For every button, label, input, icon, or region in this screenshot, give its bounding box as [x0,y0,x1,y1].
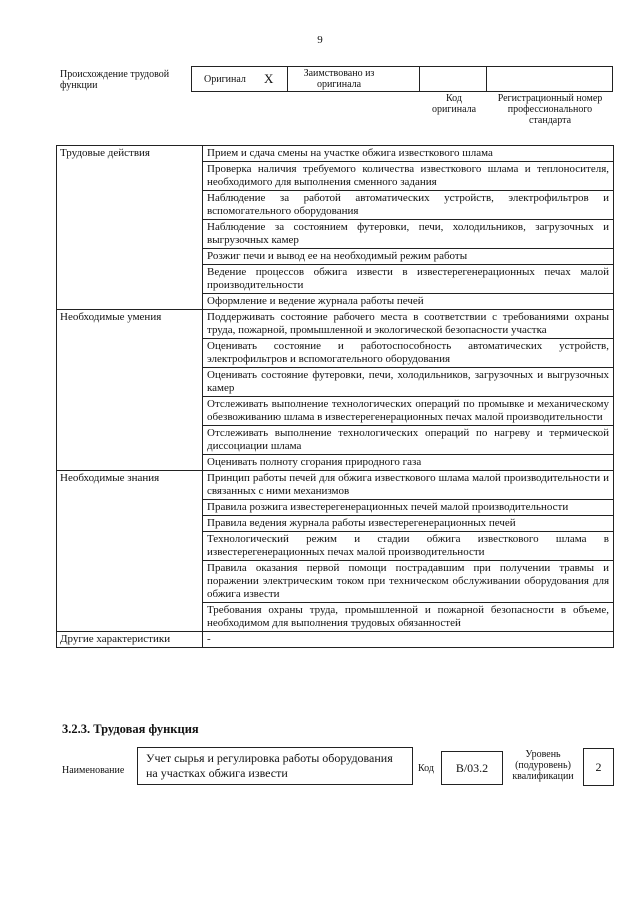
name-value: Учет сырья и регулировка работы оборудования на участках обжига извести [146,751,393,780]
name-label: Наименование [62,765,125,776]
level-value: 2 [595,760,602,774]
borrowed-label: Заимствовано из оригинала [303,68,375,90]
level-value-cell [583,748,614,786]
origin-label: Происхождение трудовой функции [60,69,170,91]
row-item: Проверка наличия требуемого количества известкового шлама и теплоносителя, необходимого для выполнения сменного задания [203,162,614,191]
page-number: 9 [317,34,323,46]
table-row [57,471,614,500]
original-mark: X [264,71,274,86]
table-row [57,146,614,162]
row-item: Розжиг печи и вывод ее на необходимый режим работы [203,249,614,265]
row-label: Необходимые умения [57,310,203,471]
row-item: Наблюдение за состоянием футеровки, печи, холодильников, загрузочных и выгрузочных камер [203,220,614,249]
row-item: Отслеживать выполнение технологических операций по нагреву и термической диссоциации шлама [203,426,614,455]
row-item: Технологический режим и стадии обжига известкового шлама в известерегенерационных печах малой производительности [203,532,614,561]
name-value-cell [137,747,413,785]
row-item: Правила ведения журнала работы известерегенерационных печей [203,516,614,532]
code-value-cell [441,751,503,785]
function-table [56,145,614,648]
row-item: Наблюдение за работой автоматических устройств, электрофильтров и вспомогательного оборудования [203,191,614,220]
table-row [57,632,614,648]
origin-borrowed-cell [287,66,420,92]
row-item: Ведение процессов обжига извести в известерегенерационных печах малой производительности [203,265,614,294]
row-item: Оценивать состояние и работоспособность автоматических устройств, электрофильтров и вспомогательного оборудования [203,339,614,368]
row-item: Поддерживать состояние рабочего места в соответствии с требованиями охраны труда, пожарной, промышленной и экологической безопасности участка [203,310,614,339]
row-label: Другие характеристики [57,632,203,648]
row-label: Необходимые знания [57,471,203,632]
origin-code-cell [419,66,487,92]
row-item: - [203,632,614,648]
level-label: Уровень (подуровень) квалификации [512,749,574,782]
code-label: Код [418,763,434,774]
code-caption: Код оригинала [431,93,477,115]
reg-caption: Регистрационный номер профессионального стандарта [497,93,603,126]
row-item: Отслеживать выполнение технологических операций по промывке и механическому обезвоживанию шлама в известерегенерационных печах малой производительности [203,397,614,426]
row-item: Прием и сдача смены на участке обжига известкового шлама [203,146,614,162]
origin-reg-cell [486,66,613,92]
row-item: Оценивать состояние футеровки, печи, холодильников, загрузочных и выгрузочных камер [203,368,614,397]
row-item: Требования охраны труда, промышленной и пожарной безопасности в объеме, необходимом для выполнения трудовых обязанностей [203,603,614,632]
section-heading: 3.2.3. Трудовая функция [62,722,199,736]
row-item: Правила оказания первой помощи пострадавшим при получении травмы и поражении электрическим током при техническом обслуживании оборудования для обжига извести [203,561,614,603]
row-item: Оценивать полноту сгорания природного газа [203,455,614,471]
row-item: Оформление и ведение журнала работы печей [203,294,614,310]
row-item: Правила розжига известерегенерационных печей малой производительности [203,500,614,516]
row-label: Трудовые действия [57,146,203,310]
origin-original-cell [191,66,288,92]
code-value: B/03.2 [455,761,489,775]
table-row [57,310,614,339]
row-item: Принцип работы печей для обжига известкового шлама малой производительности и связанных с ними механизмов [203,471,614,500]
original-label: Оригинал [204,74,246,85]
